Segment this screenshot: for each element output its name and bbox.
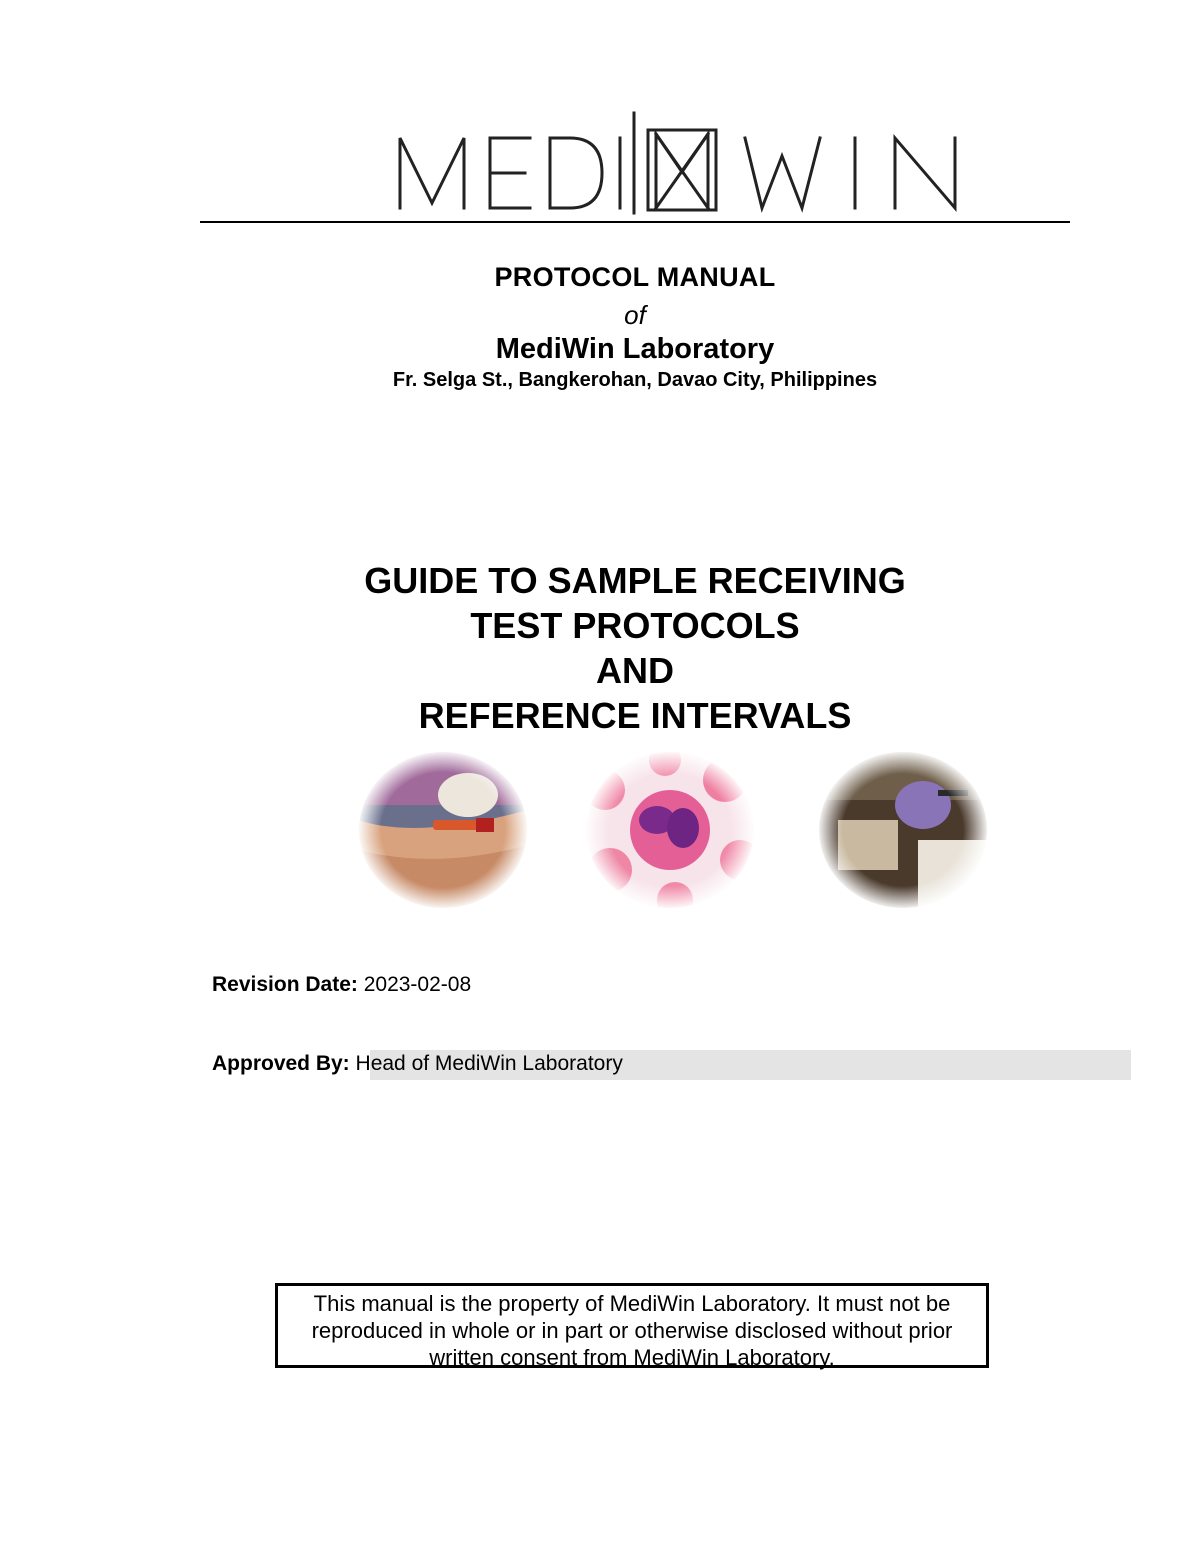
property-notice-box: This manual is the property of MediWin Laboratory. It must not be reproduced in whole or in part or otherwise disclosed without prior written consent from MediWin Laboratory. — [275, 1283, 989, 1368]
guide-title-line: GUIDE TO SAMPLE RECEIVING — [364, 560, 906, 601]
approved-by — [212, 1052, 623, 1076]
lab-address: Fr. Selga St., Bangkerohan, Davao City, Philippines — [392, 369, 878, 391]
blood-cell-photo — [585, 750, 755, 910]
lab-work-photo — [818, 750, 988, 910]
approved-by-value[interactable]: Head of MediWin Laboratory — [355, 1052, 623, 1075]
approved-by-label: Approved By: — [212, 1052, 350, 1075]
blood-draw-photo — [358, 750, 528, 910]
revision-date-value: 2023-02-08 — [363, 973, 472, 996]
header-rule — [200, 221, 1070, 223]
lab-name: MediWin Laboratory — [495, 333, 775, 365]
guide-title-line: AND — [596, 650, 674, 691]
manual-title: PROTOCOL MANUAL — [494, 262, 776, 292]
mediwin-logo — [390, 108, 970, 218]
of-word: of — [624, 300, 646, 330]
guide-title-line: TEST PROTOCOLS — [470, 605, 800, 646]
revision-date — [212, 973, 471, 997]
revision-date-label: Revision Date: — [212, 973, 358, 996]
guide-title-line: REFERENCE INTERVALS — [418, 695, 852, 736]
